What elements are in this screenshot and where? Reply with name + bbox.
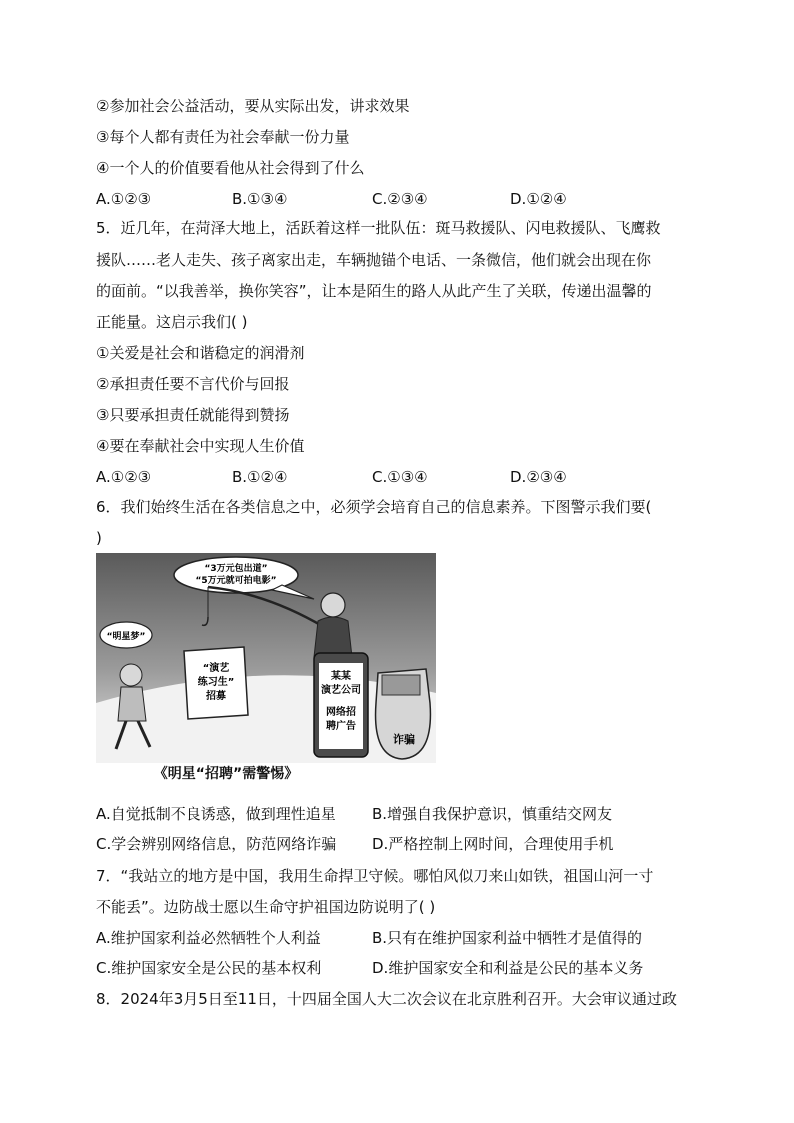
bag-label: 诈骗 [393, 733, 415, 746]
q5-item-3: ③只要承担责任就能得到赞扬 [96, 406, 290, 424]
man-body [314, 617, 352, 657]
figure-caption: 《明星“招聘”需警惕》 [153, 766, 299, 782]
q6-option-a[interactable]: A.自觉抵制不良诱惑，做到理性追星 [96, 805, 336, 823]
cash-stack [382, 675, 420, 695]
q5-stem-line-3: 的面前。“以我善举，换你笑容”，让本是陌生的路人从此产生了关联，传递出温馨的 [96, 282, 652, 300]
phone-line-4: 聘广告 [326, 721, 356, 732]
q4-option-d[interactable]: D.①②④ [510, 190, 567, 208]
q6-option-d[interactable]: D.严格控制上网时间，合理使用手机 [372, 835, 614, 853]
q7-option-d[interactable]: D.维护国家安全和利益是公民的基本义务 [372, 959, 644, 977]
q6-stem-line-2: ) [96, 529, 102, 547]
phone-line-3: 网络招 [326, 707, 356, 718]
q8-stem-line-1: 8．2024年3月5日至11日，十四届全国人大二次会议在北京胜利召开。大会审议通过政 [96, 990, 677, 1008]
q4-option-c[interactable]: C.②③④ [372, 190, 428, 208]
cartoon-figure [96, 553, 436, 789]
q7-option-a[interactable]: A.维护国家利益必然牺牲个人利益 [96, 929, 321, 947]
girl-bubble-text: “明星梦” [106, 632, 146, 642]
sign-line-2: 练习生” [197, 677, 235, 688]
q5-stem-line-2: 援队……老人走失、孩子离家出走，车辆抛锚个电话、一条微信，他们就会出现在你 [96, 251, 652, 269]
q5-option-a[interactable]: A.①②③ [96, 468, 152, 486]
q5-item-2: ②承担责任要不言代价与回报 [96, 375, 290, 393]
q7-option-b[interactable]: B.只有在维护国家利益中牺牲才是值得的 [372, 929, 643, 947]
q5-item-1: ①关爱是社会和谐稳定的润滑剂 [96, 344, 305, 362]
bubble-line-1: “3万元包出道” [204, 564, 268, 574]
q5-item-4: ④要在奉献社会中实现人生价值 [96, 437, 305, 455]
q5-option-b[interactable]: B.①②④ [232, 468, 288, 486]
girl-body [118, 687, 146, 721]
q4-option-a[interactable]: A.①②③ [96, 190, 152, 208]
phone-line-1: 某某 [331, 671, 351, 682]
man-head [321, 593, 345, 617]
q5-stem-line-4: 正能量。这启示我们( ) [96, 313, 248, 331]
bubble-line-2: “5万元就可拍电影” [195, 576, 277, 586]
girl-head [120, 664, 142, 686]
q4-item-3: ③每个人都有责任为社会奉献一份力量 [96, 128, 350, 146]
q7-stem-line-2: 不能丢”。边防战士愿以生命守护祖国边防说明了( ) [96, 898, 436, 916]
q4-item-4: ④一个人的价值要看他从社会得到了什么 [96, 159, 365, 177]
q7-stem-line-1: 7．“我站立的地方是中国，我用生命捍卫守候。哪怕风似刀来山如铁，祖国山河一寸 [96, 867, 654, 885]
q4-item-2: ②参加社会公益活动，要从实际出发，讲求效果 [96, 97, 410, 115]
q7-option-c[interactable]: C.维护国家安全是公民的基本权利 [96, 959, 322, 977]
q6-option-c[interactable]: C.学会辨别网络信息，防范网络诈骗 [96, 835, 337, 853]
sign-line-3: 招募 [206, 691, 226, 702]
q6-option-b[interactable]: B.增强自我保护意识，慎重结交网友 [372, 805, 613, 823]
q5-option-c[interactable]: C.①③④ [372, 468, 428, 486]
phone-line-2: 演艺公司 [321, 685, 361, 696]
q5-stem-line-1: 5．近几年，在菏泽大地上，活跃着这样一批队伍：斑马救援队、闪电救援队、飞鹰救 [96, 219, 661, 237]
q4-option-b[interactable]: B.①③④ [232, 190, 288, 208]
sign-line-1: “演艺 [202, 663, 230, 674]
cartoon-illustration [96, 553, 436, 763]
q6-stem-line-1: 6．我们始终生活在各类信息之中，必须学会培育自己的信息素养。下图警示我们要( [96, 498, 652, 516]
q5-option-d[interactable]: D.②③④ [510, 468, 567, 486]
